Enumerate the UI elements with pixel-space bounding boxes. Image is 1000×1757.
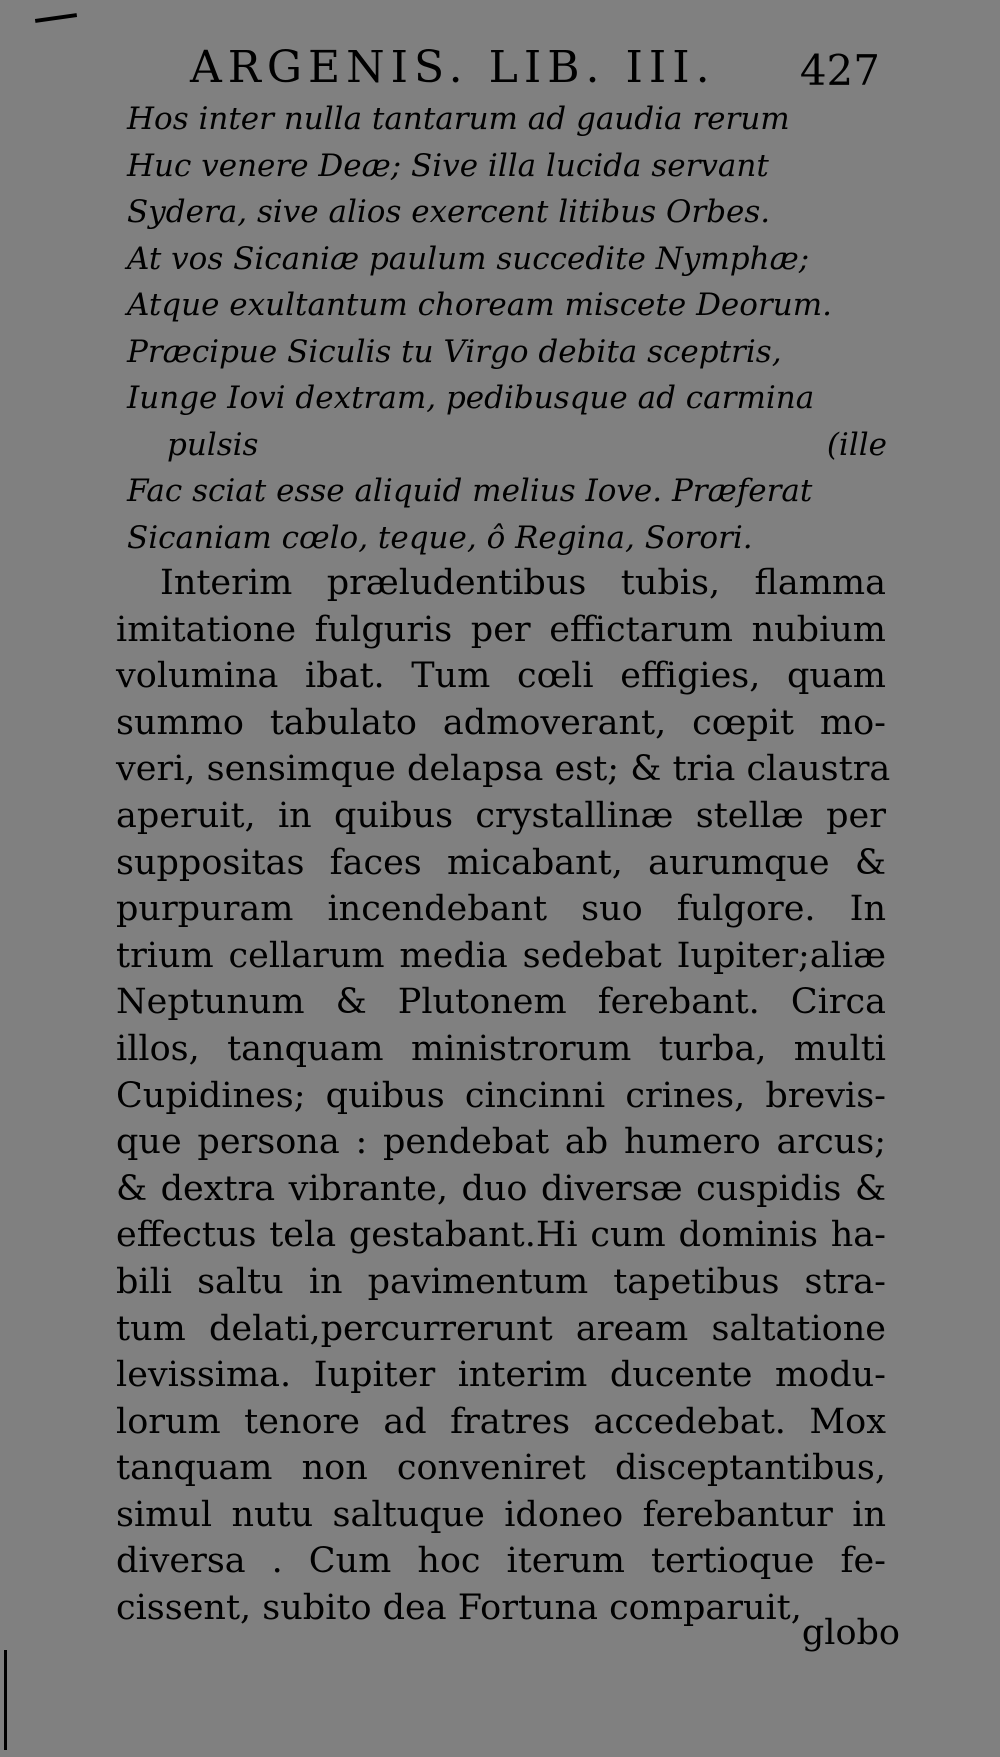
prose-line: simul nutu saltuque idoneo ferebantur in	[116, 1494, 886, 1535]
prose-line: lorum tenore ad fratres accedebat. Mox	[116, 1401, 886, 1442]
prose-line: Neptunum & Plutonem ferebant. Circa	[116, 982, 886, 1023]
verse-line: Præcipue Siculis tu Virgo debita sceptris,	[127, 333, 782, 370]
prose-line: tanquam non conveniret disceptantibus,	[116, 1448, 886, 1489]
verse-line: Huc venere Deæ; Sive illa lucida servant	[127, 147, 769, 184]
verse-line: Sydera, sive alios exercent litibus Orbes.	[127, 194, 771, 230]
prose-line: illos, tanquam ministrorum turba, multi	[116, 1028, 886, 1069]
prose-line: levissima. Iupiter interim ducente modu-	[116, 1355, 886, 1396]
prose-line: imitatione fulguris per effictarum nubium	[116, 609, 886, 650]
prose-line: aperuit, in quibus crystallinæ stellæ per	[116, 795, 886, 836]
prose-line: veri, sensimque delapsa est; & tria claustra	[116, 749, 891, 790]
verse-line: Sicaniam cœlo, teque, ô Regina, Sorori.	[127, 519, 753, 556]
running-header	[190, 42, 880, 102]
prose-line: trium cellarum media sedebat Iupiter;aliæ	[116, 935, 886, 976]
prose-line: cissent, subito dea Fortuna comparuit,	[116, 1588, 802, 1629]
prose-line: volumina ibat. Tum cœli effigies, quam	[116, 656, 886, 697]
verse-line-text: pulsis	[167, 426, 259, 463]
verse-line: At vos Sicaniæ paulum succedite Nymphæ;	[127, 240, 810, 277]
prose-line: purpuram incendebant suo fulgore. In	[116, 889, 886, 930]
prose-line: diversa . Cum hoc iterum tertioque fe-	[116, 1541, 886, 1582]
prose-line: Interim præludentibus tubis, flamma	[160, 563, 886, 603]
prose-line: bili saltu in pavimentum tapetibus stra-	[116, 1261, 886, 1302]
verse-line: Iunge Iovi dextram, pedibusque ad carmina	[127, 380, 815, 416]
verse-block	[127, 96, 887, 561]
verse-line: Fac sciat esse aliquid melius Iove. Præferat	[127, 473, 813, 509]
page-number: 427	[799, 46, 880, 95]
verse-line-continuation	[127, 422, 887, 469]
prose-line: & dextra vibrante, duo diversæ cuspidis &	[116, 1168, 886, 1209]
prose-line: suppositas faces micabant, aurumque &	[116, 842, 886, 883]
prose-line: Cupidines; quibus cincinni crines, brevis-	[116, 1075, 886, 1116]
prose-line: tum delati,percurrerunt aream saltatione	[116, 1308, 886, 1349]
verse-turnover: (ille	[826, 426, 887, 463]
catchword: globo	[801, 1613, 900, 1653]
prose-paragraph	[116, 560, 891, 1632]
verse-line: Atque exultantum choream miscete Deorum.	[127, 287, 832, 323]
prose-line: effectus tela gestabant.Hi cum dominis ha-	[116, 1215, 886, 1256]
prose-line: que persona : pendebat ab humero arcus;	[116, 1122, 886, 1163]
verse-line: Hos inter nulla tantarum ad gaudia rerum	[127, 101, 790, 137]
scan-line-left-edge	[4, 1650, 7, 1750]
running-title: ARGENIS. LIB. III.	[190, 42, 716, 93]
scan-speck-top-left	[35, 13, 77, 23]
prose-line: summo tabulato admoverant, cœpit mo-	[116, 702, 886, 743]
